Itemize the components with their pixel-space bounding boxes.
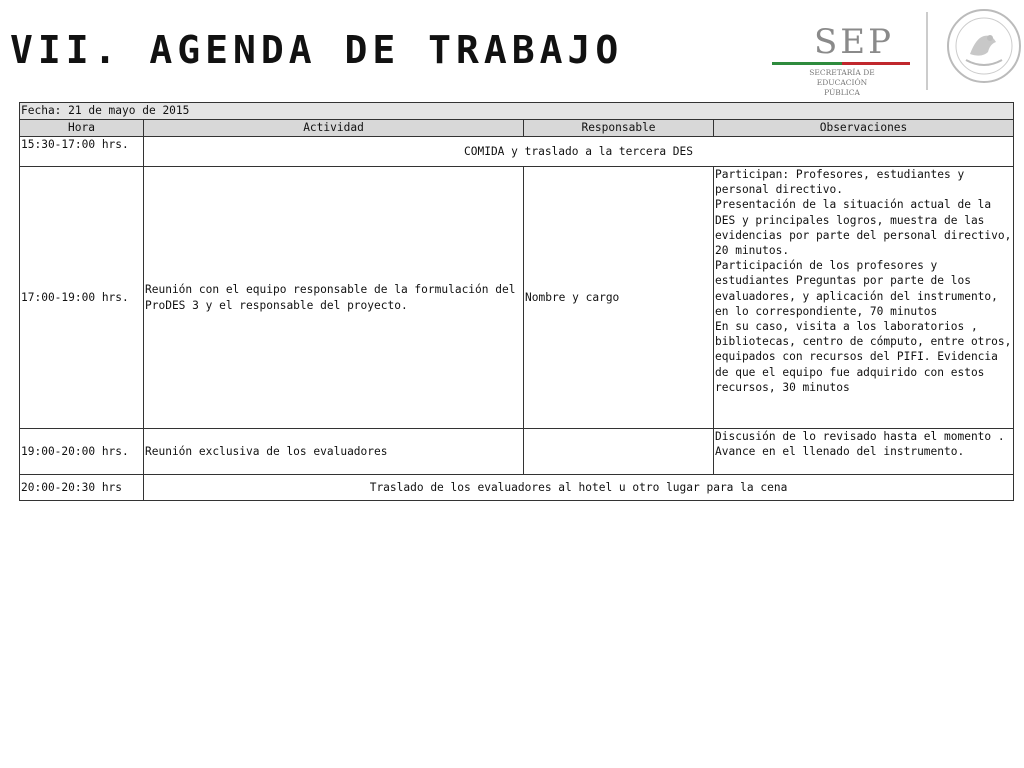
sep-logo xyxy=(772,22,912,97)
table-row xyxy=(20,475,1014,501)
header-row xyxy=(20,120,1014,137)
observaciones-cell xyxy=(714,167,1014,429)
sep-logo-subtitle xyxy=(800,68,884,98)
fecha-cell: Fecha: 21 de mayo de 2015 xyxy=(20,103,1014,120)
responsable-cell xyxy=(524,429,714,475)
merged-activity-cell: Traslado de los evaluadores al hotel u otro lugar para la cena xyxy=(144,475,1014,501)
observacion-line: En su caso, visita a los laboratorios , bibliotecas, centro de cómputo, entre otros, equipados con recursos del PIFI. Evidencia de que el equipo fue adquirido con estos recursos, 30 minutos xyxy=(715,320,1012,394)
sep-logo-bar xyxy=(772,62,910,65)
hora-cell: 19:00-20:00 hrs. xyxy=(20,429,144,475)
page-title: VII. AGENDA DE TRABAJO xyxy=(10,28,624,72)
observacion-line: Presentación de la situación actual de la DES y principales logros, muestra de las evidencias por parte del personal directivo, 20 minutos. xyxy=(715,198,1012,258)
merged-activity-cell: COMIDA y traslado a la tercera DES xyxy=(144,137,1014,167)
observacion-line: Participan: Profesores, estudiantes y personal directivo. xyxy=(715,168,965,197)
sep-logo-subtitle-line2: EDUCACIÓN PÚBLICA xyxy=(816,78,868,97)
table-row xyxy=(20,167,1014,429)
sep-logo-word: SEP xyxy=(814,22,894,62)
actividad-cell: Reunión exclusiva de los evaluadores xyxy=(144,429,524,475)
header-observaciones: Observaciones xyxy=(714,120,1014,137)
observacion-line: Participación de los profesores y estudiantes Preguntas por parte de los evaluadores, y aplicación del instrumento, en lo correspondiente, 70 minutos xyxy=(715,259,998,318)
hora-cell: 17:00-19:00 hrs. xyxy=(20,167,144,429)
table-row xyxy=(20,429,1014,475)
observaciones-cell: Discusión de lo revisado hasta el momento . Avance en el llenado del instrumento. xyxy=(714,429,1014,475)
fecha-row xyxy=(20,103,1014,120)
header-actividad: Actividad xyxy=(144,120,524,137)
agenda-table xyxy=(19,102,1014,501)
table-row xyxy=(20,137,1014,167)
hora-cell: 15:30-17:00 hrs. xyxy=(20,137,144,167)
header-hora: Hora xyxy=(20,120,144,137)
sep-logo-subtitle-line1: SECRETARÍA DE xyxy=(809,68,875,77)
responsable-cell: Nombre y cargo xyxy=(524,167,714,429)
header-divider xyxy=(926,12,928,90)
coat-of-arms-seal-icon xyxy=(946,8,1022,84)
header-responsable: Responsable xyxy=(524,120,714,137)
hora-cell: 20:00-20:30 hrs xyxy=(20,475,144,501)
actividad-cell: Reunión con el equipo responsable de la formulación del ProDES 3 y el responsable del proyecto. xyxy=(144,167,524,429)
